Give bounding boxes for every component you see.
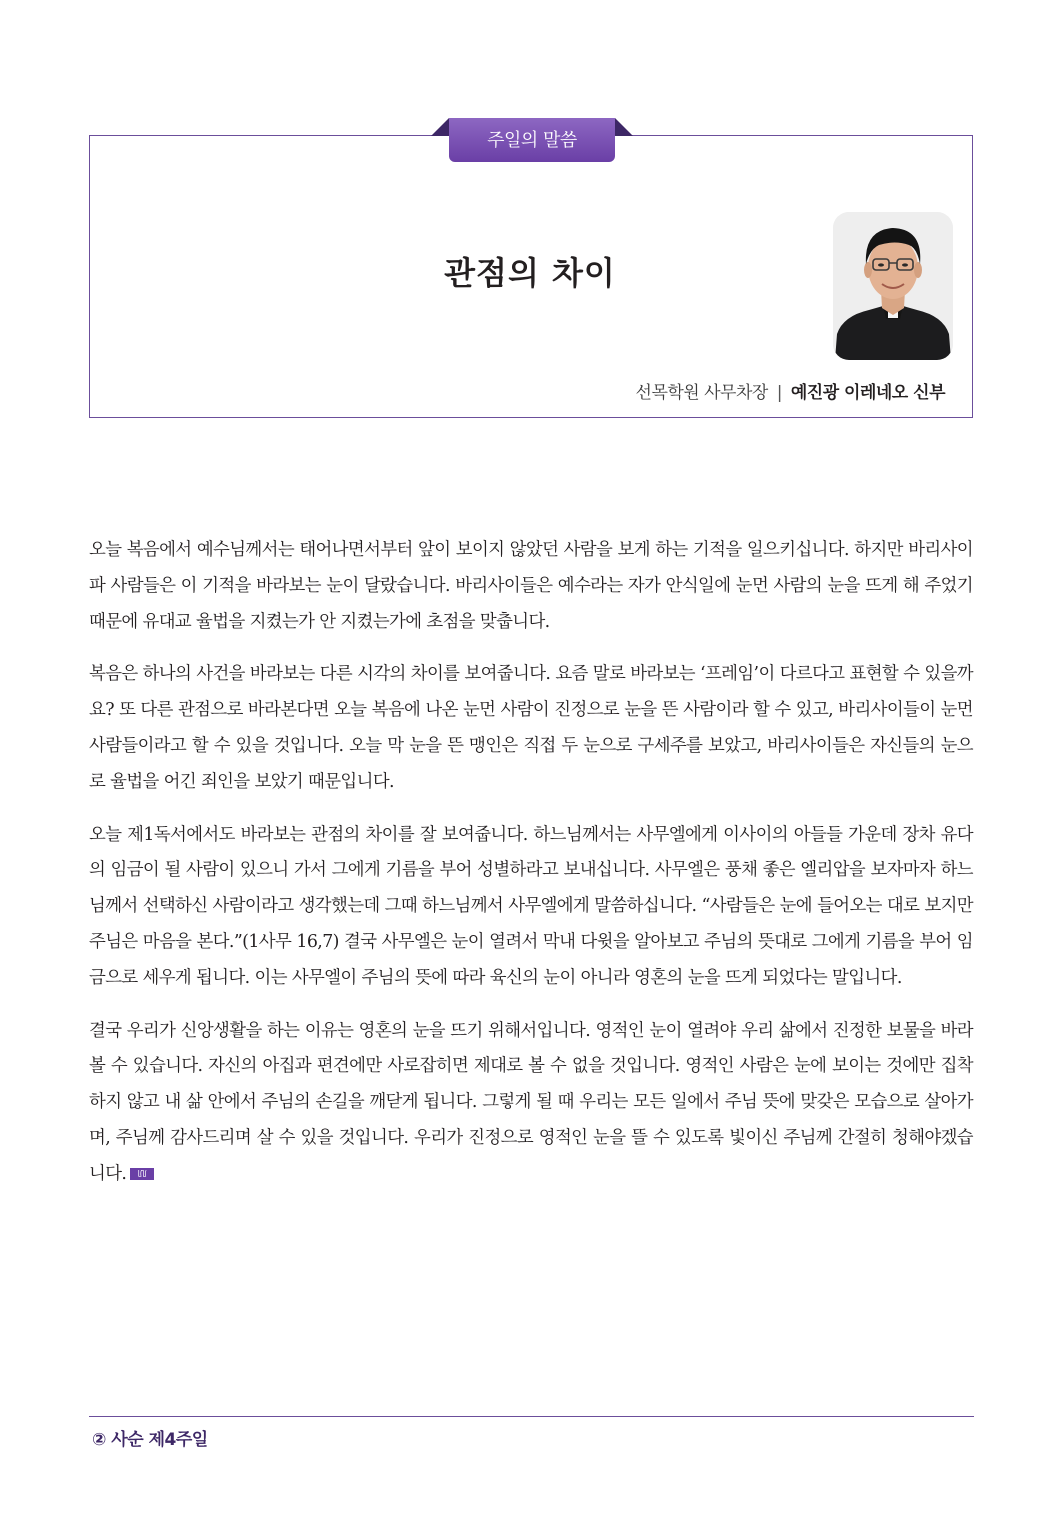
paragraph: 결국 우리가 신앙생활을 하는 이유는 영혼의 눈을 뜨기 위해서입니다. 영적인 눈이 열려야 우리 삶에서 진정한 보물을 바라볼 수 있습니다. 자신의 아집과 편견에만 사로잡히면 제대로 볼 수 없을 것입니다. 영적인 사람은 눈에 보이는 것에만 집착하지 않고 내 삶 안에서 주님의 손길을 깨닫게 됩니다. 그렇게 될 때 우리는 모든 일에서 주님 뜻에 맞갖은 모습으로 살아가며, 주님께 감사드리며 살 수 있을 것입니다. 우리가 진정으로 영적인 눈을 뜰 수 있도록 빛이신 주님께 간절히 청해야겠습니다. [89, 1020, 973, 1184]
page-footer-label: ② 사순 제4주일 [92, 1430, 208, 1450]
author-byline [636, 378, 945, 403]
page-title: 관점의 차이 [444, 254, 616, 292]
author-photo [833, 212, 953, 360]
footer-divider [89, 1416, 974, 1417]
article-body [89, 533, 973, 1210]
paragraph-last [89, 1014, 973, 1193]
end-mark-icon: ꡦꡦ [130, 1168, 154, 1180]
section-tab-fold-left [431, 118, 449, 136]
byline-separator: | [776, 383, 782, 403]
paragraph: 복음은 하나의 사건을 바라보는 다른 시각의 차이를 보여줍니다. 요즘 말로 바라보는 ‘프레임’이 다르다고 표현할 수 있을까요? 또 다른 관점으로 바라본다면 오늘 복음에 나온 눈먼 사람이 진정으로 눈을 뜬 사람이라 할 수 있고, 바리사이들이 눈먼 사람들이라고 할 수 있을 것입니다. 오늘 막 눈을 뜬 맹인은 직접 두 눈으로 구세주를 보았고, 바리사이들은 자신들의 눈으로 율법을 어긴 죄인을 보았기 때문입니다. [89, 664, 973, 792]
section-tab: 주일의 말씀 [449, 118, 615, 162]
author-role: 선목학원 사무차장 [635, 383, 768, 403]
paragraph: 오늘 복음에서 예수님께서는 태어나면서부터 앞이 보이지 않았던 사람을 보게 하는 기적을 일으키십니다. 하지만 바리사이파 사람들은 이 기적을 바라보는 눈이 달랐습니다. 바리사이들은 예수라는 자가 안식일에 눈먼 사람의 눈을 뜨게 해 주었기 때문에 유대교 율법을 지켰는가 안 지켰는가에 초점을 맞춥니다. [89, 540, 973, 632]
paragraph: 오늘 제1독서에서도 바라보는 관점의 차이를 잘 보여줍니다. 하느님께서는 사무엘에게 이사이의 아들들 가운데 장차 유다의 임금이 될 사람이 있으니 가서 그에게 기름을 부어 성별하라고 보내십니다. 사무엘은 풍채 좋은 엘리압을 보자마자 하느님께서 선택하신 사람이라고 생각했는데 그때 하느님께서 사무엘에게 말씀하십니다. “사람들은 눈에 들어오는 대로 보지만 주님은 마음을 본다.”(1사무 16,7) 결국 사무엘은 눈이 열려서 막내 다윗을 알아보고 주님의 뜻대로 그에게 기름을 부어 임금으로 세우게 됩니다. 이는 사무엘이 주님의 뜻에 따라 육신의 눈이 아니라 영혼의 눈을 뜨게 되었다는 말입니다. [89, 824, 973, 988]
section-tab-fold-right [615, 118, 633, 136]
author-name: 예진광 이레네오 신부 [790, 383, 945, 403]
priest-portrait-image [833, 212, 953, 360]
